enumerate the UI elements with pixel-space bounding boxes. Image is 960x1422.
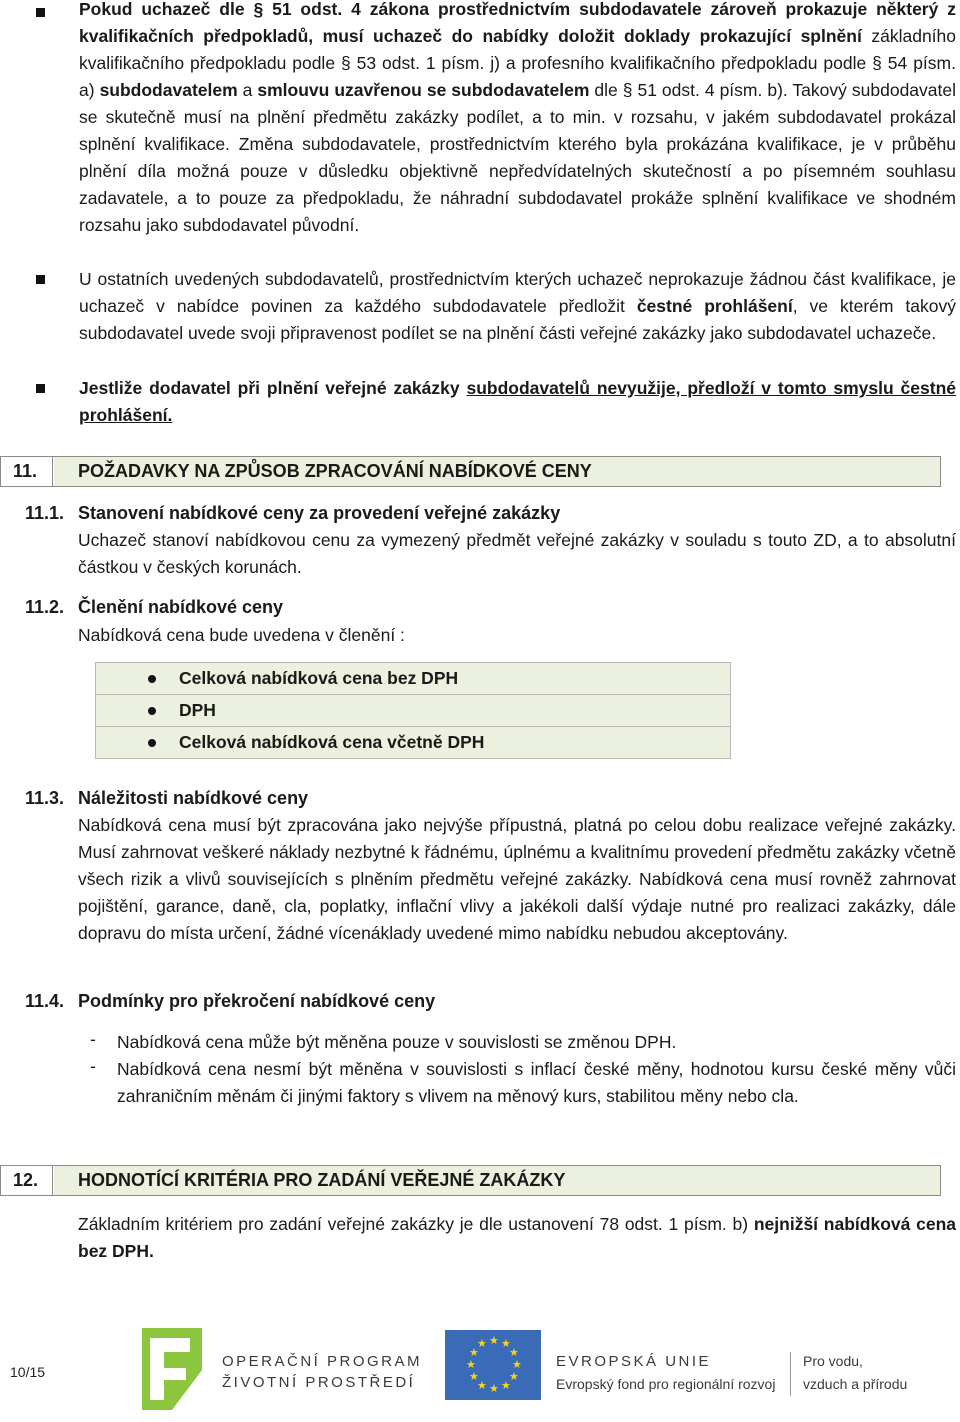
svg-text:★: ★ [489, 1334, 499, 1347]
svg-text:★: ★ [512, 1358, 522, 1371]
svg-text:★: ★ [509, 1346, 519, 1359]
subsection-title: Členění nabídkové ceny [78, 597, 284, 617]
op-title-line1: OPERAČNÍ PROGRAM [222, 1353, 423, 1370]
subsection-text: Nabídková cena bude uvedena v členění : [78, 625, 405, 645]
subsection-number: 11.3. [25, 788, 65, 808]
svg-text:★: ★ [477, 1337, 487, 1350]
subsection-title: Stanovení nabídkové ceny za provedení veřejné zakázky [78, 503, 561, 523]
square-bullet-icon [36, 384, 45, 393]
bullet-dot-icon [148, 707, 156, 715]
section-title: HODNOTÍCÍ KRITÉRIA PRO ZADÁNÍ VEŘEJNÉ ZAKÁZKY [54, 1166, 940, 1195]
section-number: 11. [1, 457, 53, 486]
section-11-heading [0, 456, 941, 487]
subsection-title: Náležitosti nabídkové ceny [78, 788, 309, 808]
dash-bullet: - [90, 1056, 96, 1076]
price-breakdown-list [95, 662, 731, 759]
section-title: POŽADAVKY NA ZPŮSOB ZPRACOVÁNÍ NABÍDKOVÉ CENY [54, 457, 940, 486]
page-number: 10/15 [10, 1364, 46, 1380]
list-item: Nabídková cena nesmí být měněna v souvislosti s inflací české měny, hodnotou kursu české měny vůči zahraničním měnám či jinými faktory s vlivem na měnový kurs, stabilitou měny nebo cla. [117, 1059, 956, 1106]
svg-text:★: ★ [489, 1382, 499, 1395]
svg-text:★: ★ [469, 1370, 479, 1383]
square-bullet-icon [36, 8, 45, 17]
subsection-number: 11.4. [25, 991, 65, 1011]
list-item: DPH [96, 695, 730, 727]
subsection-text: Nabídková cena musí být zpracována jako nejvýše přípustná, platná po celou dobu realizace veřejné zakázky. Musí zahrnovat veškeré náklady nezbytné k řádnému, úplnému a kvalitnímu provedení předmětu zakázky včetně všech rizik a vlivů souvisejících s plněním předmětu veřejné zakázky. Nabídková cena musí rovněž zahrnovat pojištění, garance, daně, cla, poplatky, inflační vlivy a jakékoli další výdaje nutné pro realizaci zakázky, dále dopravu do místa určení, žádné vícenáklady uvedené mimo nabídku nebudou akceptovány. [78, 815, 956, 943]
motto-line1: Pro vodu, [803, 1353, 863, 1369]
eu-subtitle: Evropský fond pro regionální rozvoj [556, 1376, 776, 1392]
bullet-dot-icon [148, 739, 156, 747]
eu-title: EVROPSKÁ UNIE [556, 1353, 712, 1370]
bullet-dot-icon [148, 675, 156, 683]
square-bullet-icon [36, 275, 45, 284]
svg-text:★: ★ [469, 1346, 479, 1359]
subsection-text: Uchazeč stanoví nabídkovou cenu za vymezený předmět veřejné zakázky v souladu s touto ZD, a to absolutní částkou v českých korunách. [78, 530, 956, 577]
subsection-number: 11.2. [25, 597, 65, 617]
op-zp-logo-icon [142, 1328, 202, 1410]
motto-line2: vzduch a přírodu [803, 1376, 908, 1392]
section-number: 12. [1, 1166, 53, 1195]
dash-bullet: - [90, 1029, 96, 1049]
svg-text:★: ★ [501, 1379, 511, 1392]
section-12-heading [0, 1165, 941, 1196]
list-item: Nabídková cena může být měněna pouze v souvislosti se změnou DPH. [117, 1032, 677, 1052]
bullet-2-text: U ostatních uvedených subdodavatelů, prostřednictvím kterých uchazeč neprokazuje žádnou část kvalifikace, je uchazeč v nabídce povinen za každého subdodavatele předložit čestné prohlášení, ve kterém takový subdodavatel uvede svoji připravenost podílet se na plnění části veřejné zakázky jako subdodavatel uchazeče. [79, 269, 956, 343]
footer-divider [790, 1352, 791, 1396]
subsection-title: Podmínky pro překročení nabídkové ceny [78, 991, 436, 1011]
svg-text:★: ★ [501, 1337, 511, 1350]
list-item: Celková nabídková cena bez DPH [96, 663, 730, 695]
bullet-1-text: Pokud uchazeč dle § 51 odst. 4 zákona prostřednictvím subdodavatele zároveň prokazuje některý z kvalifikačních předpokladů, musí uchazeč do nabídky doložit doklady prokazující splnění základního kvalifikačního předpokladu podle § 53 odst. 1 písm. j) a profesního kvalifikačního předpokladu podle § 54 písm. a) subdodavatelem a smlouvu uzavřenou se subdodavatelem dle § 51 odst. 4 písm. b). Takový subdodavatel se skutečně musí na plnění předmětu zakázky podílet, a to min. v rozsahu, v jakém subdodavatel prokázal splnění kvalifikace. Změna subdodavatele, prostřednictvím kterého byla prokázána kvalifikace, je v průběhu plnění díla možná pouze v důsledku objektivně nepředvídatelných skutečností a po písemném souhlasu zadavatele, a to pouze za předpokladu, že náhradní subdodavatel prokáže splnění kvalifikace ve shodném rozsahu jako subdodavatel původní. [79, 0, 956, 235]
eu-flag-icon [445, 1330, 541, 1400]
bullet-3-text: Jestliže dodavatel při plnění veřejné zakázky subdodavatelů nevyužije, předloží v tomto smyslu čestné prohlášení. [79, 378, 956, 425]
subsection-number: 11.1. [25, 503, 65, 523]
op-title-line2: ŽIVOTNÍ PROSTŘEDÍ [222, 1374, 416, 1391]
svg-text:★: ★ [477, 1379, 487, 1392]
page-footer [0, 1320, 960, 1422]
svg-text:★: ★ [509, 1370, 519, 1383]
section-12-text: Základním kritériem pro zadání veřejné zakázky je dle ustanovení 78 odst. 1 písm. b) nejnižší nabídková cena bez DPH. [78, 1214, 956, 1261]
svg-text:★: ★ [466, 1358, 476, 1371]
list-item: Celková nabídková cena včetně DPH [96, 727, 730, 758]
